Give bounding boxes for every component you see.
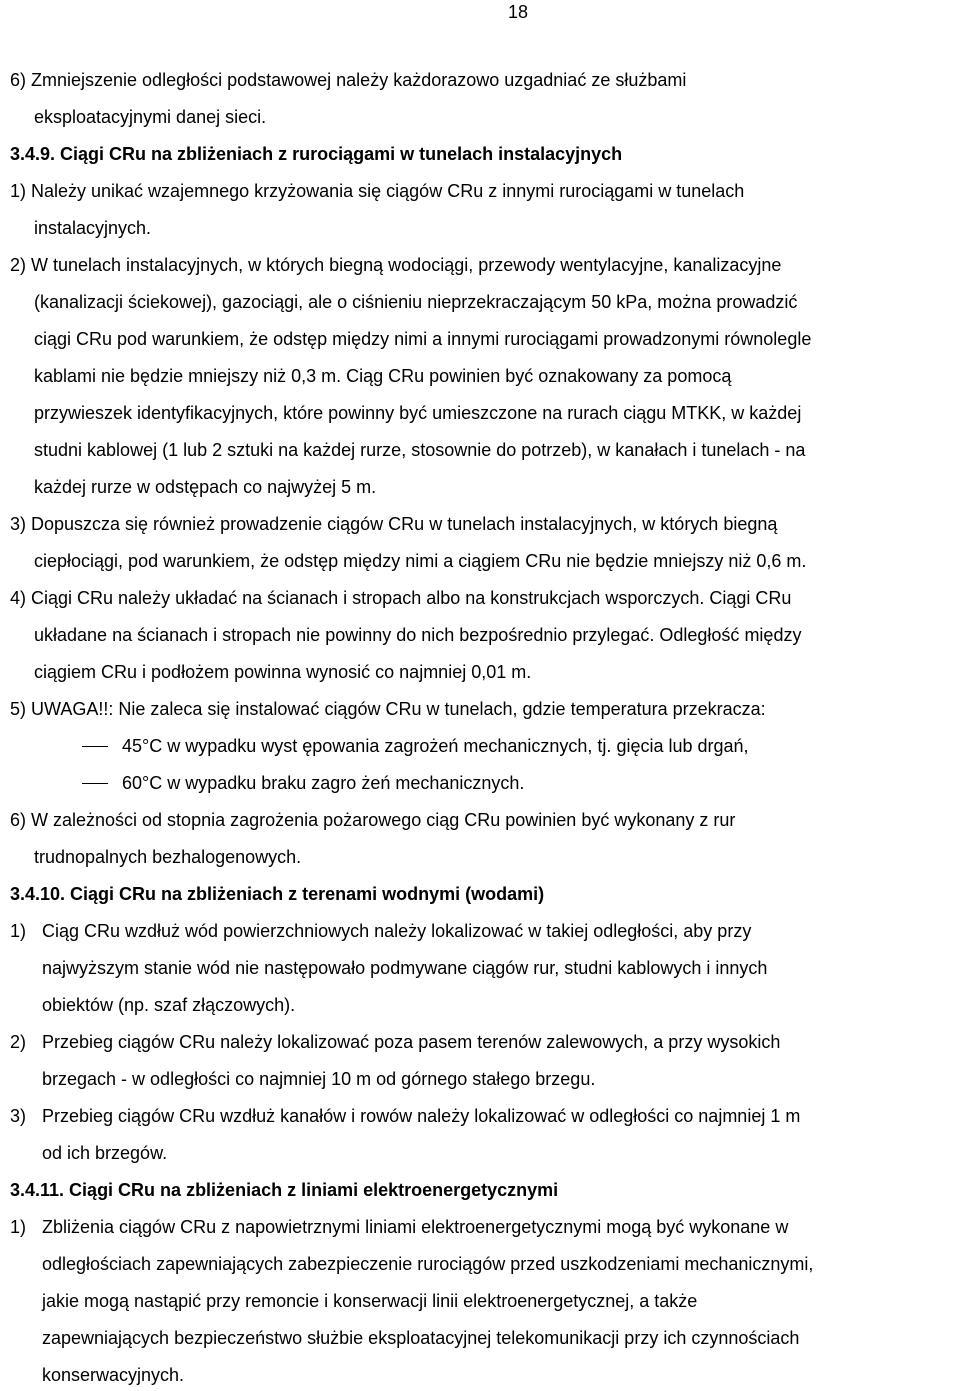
list-item-text: 6) Zmniejszenie odległości podstawowej należy każdorazowo uzgadniać ze służbami (10, 70, 687, 90)
list-marker: 2) (10, 1032, 27, 1052)
list-marker: 3) (10, 1106, 27, 1126)
list-item-text: 2) W tunelach instalacyjnych, w których biegną wodociągi, przewody wentylacyjne, kanalizacyjne (10, 255, 782, 275)
list-item-text: 5) UWAGA!!: Nie zaleca się instalować ciągów CRu w tunelach, gdzie temperatura przekracza: (10, 699, 766, 719)
list-item-text: jakie mogą nastąpić przy remoncie i konserwacji linii elektroenergetycznej, a także (42, 1291, 698, 1311)
list-marker: 1) (10, 1217, 27, 1237)
list-item-text: trudnopalnych bezhalogenowych. (34, 847, 302, 867)
list-item-text: brzegach - w odległości co najmniej 10 m od górnego stałego brzegu. (42, 1069, 596, 1089)
list-item-text: Przebieg ciągów CRu należy lokalizować poza pasem terenów zalewowych, a przy wysokich (42, 1032, 781, 1052)
bullet-item-text: 45°C w wypadku wyst ępowania zagrożeń mechanicznych, tj. gięcia lub drgań, (122, 736, 749, 756)
list-item-text: studni kablowej (1 lub 2 sztuki na każdej rurze, stosownie do potrzeb), w kanałach i tunelach - na (34, 440, 806, 460)
section-heading: 3.4.11. Ciągi CRu na zbliżeniach z liniami elektroenergetycznymi (10, 1180, 559, 1200)
bullet-item-text: 60°C w wypadku braku zagro żeń mechanicznych. (122, 773, 525, 793)
dash-bullet (82, 746, 108, 747)
list-item-text: konserwacyjnych. (42, 1365, 185, 1385)
list-item-text: Ciąg CRu wzdłuż wód powierzchniowych należy lokalizować w takiej odległości, aby przy (42, 921, 752, 941)
list-item-text: kablami nie będzie mniejszy niż 0,3 m. Ciąg CRu powinien być oznakowany za pomocą (34, 366, 732, 386)
list-item-text: 4) Ciągi CRu należy układać na ścianach i stropach albo na konstrukcjach wsporczych. Ciągi CRu (10, 588, 792, 608)
list-item-text: Przebieg ciągów CRu wzdłuż kanałów i rowów należy lokalizować w odległości co najmniej 1 m (42, 1106, 801, 1126)
list-item-text: ciepłociągi, pod warunkiem, że odstęp między nimi a ciągiem CRu nie będzie mniejszy niż 0,6 m. (34, 551, 807, 571)
list-item-text: 3) Dopuszcza się również prowadzenie ciągów CRu w tunelach instalacyjnych, w których biegną (10, 514, 778, 534)
section-heading: 3.4.9. Ciągi CRu na zbliżeniach z rurociągami w tunelach instalacyjnych (10, 144, 623, 164)
list-item-text: zapewniających bezpieczeństwo służbie eksploatacyjnej telekomunikacji przy ich czynnościach (42, 1328, 800, 1348)
list-item-text: 6) W zależności od stopnia zagrożenia pożarowego ciąg CRu powinien być wykonany z rur (10, 810, 736, 830)
list-item-text: najwyższym stanie wód nie następowało podmywane ciągów rur, studni kablowych i innych (42, 958, 768, 978)
list-item-text: odległościach zapewniających zabezpieczenie rurociągów przed uszkodzeniami mechanicznymi, (42, 1254, 814, 1274)
list-item-text: każdej rurze w odstępach co najwyżej 5 m. (34, 477, 377, 497)
list-item-text: ciągiem CRu i podłożem powinna wynosić co najmniej 0,01 m. (34, 662, 532, 682)
list-item-text: instalacyjnych. (34, 218, 152, 238)
list-item-text: przywieszek identyfikacyjnych, które powinny być umieszczone na rurach ciągu MTKK, w każdej (34, 403, 802, 423)
list-item-text: układane na ścianach i stropach nie powinny do nich bezpośrednio przylegać. Odległość między (34, 625, 802, 645)
list-item-text: ciągi CRu pod warunkiem, że odstęp między nimi a innymi rurociągami prowadzonymi równolegle (34, 329, 812, 349)
list-marker: 1) (10, 921, 27, 941)
section-heading: 3.4.10. Ciągi CRu na zbliżeniach z terenami wodnymi (wodami) (10, 884, 545, 904)
list-item-text: od ich brzegów. (42, 1143, 168, 1163)
dash-bullet (82, 783, 108, 784)
list-item-text: 1) Należy unikać wzajemnego krzyżowania się ciągów CRu z innymi rurociągami w tunelach (10, 181, 745, 201)
list-item-text: (kanalizacji ściekowej), gazociągi, ale o ciśnieniu nieprzekraczającym 50 kPa, można prowadzić (34, 292, 798, 312)
list-item-text: Zbliżenia ciągów CRu z napowietrznymi liniami elektroenergetycznymi mogą być wykonane w (42, 1217, 789, 1237)
list-item-text: eksploatacyjnymi danej sieci. (34, 107, 267, 127)
list-item-text: obiektów (np. szaf złączowych). (42, 995, 296, 1015)
page-number: 18 (508, 2, 529, 22)
